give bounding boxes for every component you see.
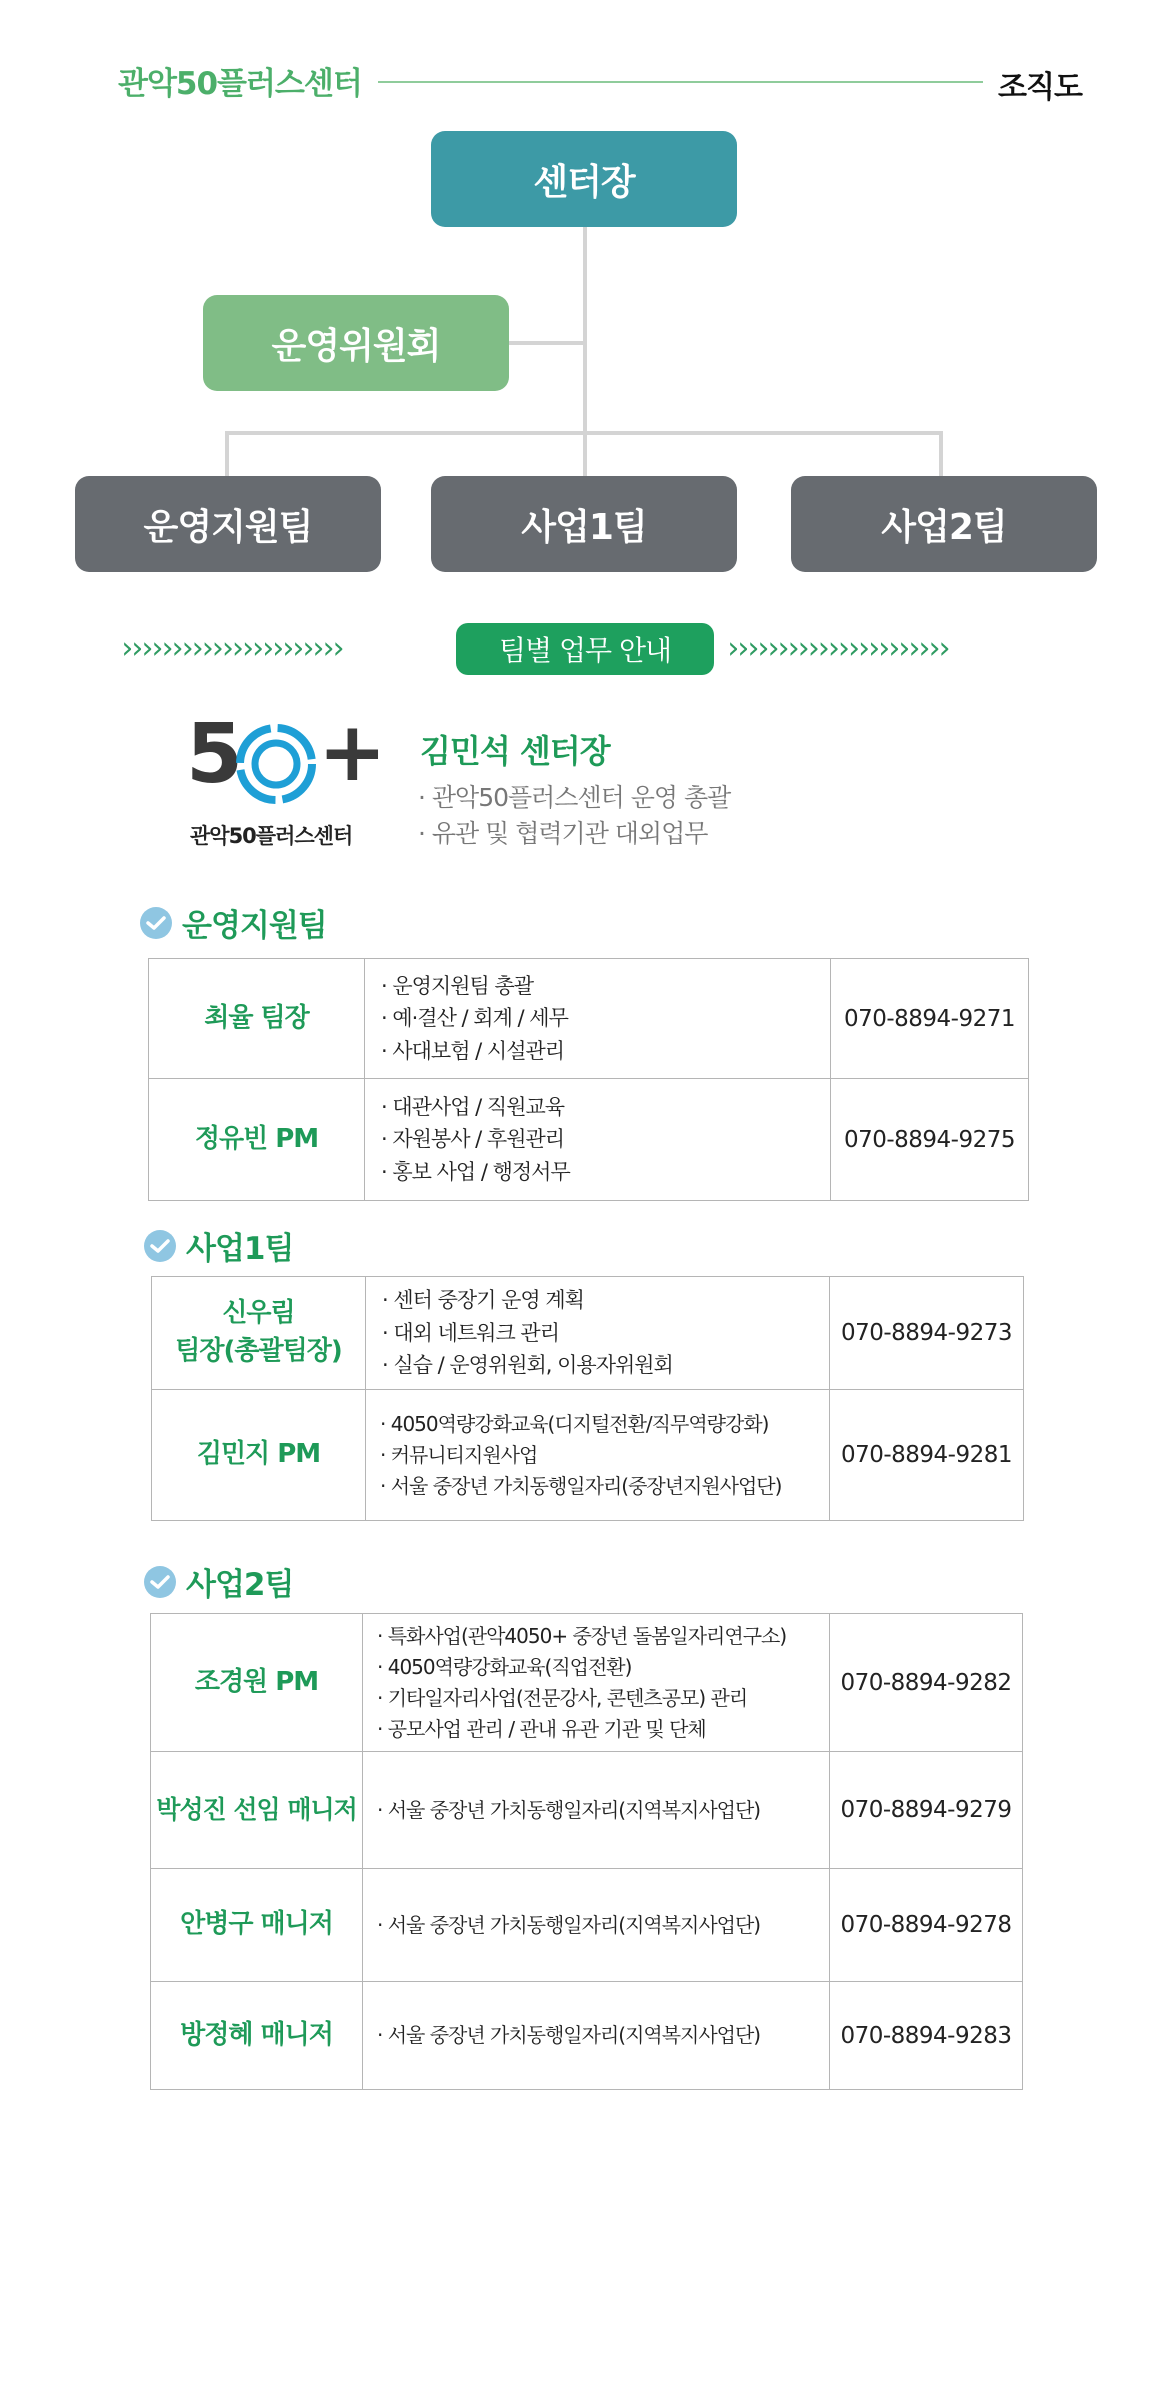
staff-phone: 070-8894-9273 — [830, 1277, 1024, 1390]
connector-committee — [509, 341, 585, 345]
business2-team-table — [150, 1613, 1023, 2090]
staff-name: 안병구 매니저 — [151, 1869, 363, 1982]
staff-phone: 070-8894-9275 — [831, 1079, 1029, 1201]
org-box-team-business1: 사업1팀 — [431, 476, 737, 572]
header-divider — [378, 81, 983, 83]
staff-duties: · 센터 중장기 운영 계획 · 대외 네트워크 관리 · 실습 / 운영위원회, 이용자위원회 — [366, 1277, 830, 1390]
table-row — [151, 1982, 1023, 2090]
staff-name: 방정혜 매니저 — [151, 1982, 363, 2090]
logo-plus: + — [318, 705, 387, 800]
table-row — [149, 959, 1029, 1079]
org-box-center-head: 센터장 — [431, 131, 737, 227]
director-name: 김민석 센터장 — [420, 732, 610, 770]
table-row — [149, 1079, 1029, 1201]
center-logo — [186, 705, 387, 810]
check-circle-icon — [144, 1230, 176, 1262]
staff-duties: · 운영지원팀 총괄 · 예·결산 / 회계 / 세무 · 사대보험 / 시설관리 — [365, 959, 831, 1079]
staff-name: 박성진 선임 매니저 — [151, 1752, 363, 1869]
section-heading-business1-team — [144, 1223, 293, 1268]
staff-name: 정유빈 PM — [149, 1079, 365, 1201]
staff-duties: · 특화사업(관악4050+ 중장년 돌봄일자리연구소) · 4050역량강화교육(직업전환) · 기타일자리사업(전문강사, 콘텐츠공모) 관리 · 공모사업 관리 / 관내 유관 기관 및 단체 — [363, 1614, 830, 1752]
org-box-team-business2: 사업2팀 — [791, 476, 1097, 572]
director-duty: · 관악50플러스센터 운영 총괄 — [418, 783, 731, 812]
section-banner: 팀별 업무 안내 — [456, 623, 714, 675]
section-title: 운영지원팀 — [182, 908, 327, 944]
logo-number: 5 — [186, 707, 244, 802]
support-team-table — [148, 958, 1029, 1201]
staff-duties: · 서울 중장년 가치동행일자리(지역복지사업단) — [363, 1869, 830, 1982]
page-title: 조직도 — [998, 70, 1082, 105]
table-row — [151, 1869, 1023, 1982]
business1-team-table — [151, 1276, 1024, 1521]
section-heading-support-team — [140, 900, 327, 945]
check-circle-icon — [140, 907, 172, 939]
chevron-row-left: ›››››››››››››››››››››› — [118, 631, 340, 666]
table-row — [151, 1752, 1023, 1869]
connector-team-left — [225, 431, 229, 476]
table-row — [152, 1277, 1024, 1390]
chevron-row-right: ›››››››››››››››››››››› — [724, 631, 946, 666]
staff-duties: · 서울 중장년 가치동행일자리(지역복지사업단) — [363, 1982, 830, 2090]
section-title: 사업1팀 — [186, 1231, 294, 1267]
logo-caption: 관악50플러스센터 — [190, 824, 353, 848]
table-row — [151, 1614, 1023, 1752]
staff-phone: 070-8894-9279 — [830, 1752, 1023, 1869]
staff-phone: 070-8894-9281 — [830, 1390, 1024, 1521]
connector-teams-horizontal — [225, 431, 943, 435]
staff-phone: 070-8894-9278 — [830, 1869, 1023, 1982]
director-duty: · 유관 및 협력기관 대외업무 — [418, 819, 708, 848]
connector-vertical-main — [583, 227, 587, 476]
check-circle-icon — [144, 1566, 176, 1598]
org-box-committee: 운영위원회 — [203, 295, 509, 391]
staff-name: 김민지 PM — [152, 1390, 366, 1521]
logo-ring-icon — [232, 720, 320, 808]
staff-name: 조경원 PM — [151, 1614, 363, 1752]
brand-name: 관악50플러스센터 — [118, 66, 362, 102]
staff-duties: · 4050역량강화교육(디지털전환/직무역량강화) · 커뮤니티지원사업 · 서울 중장년 가치동행일자리(중장년지원사업단) — [366, 1390, 830, 1521]
connector-team-right — [939, 431, 943, 476]
staff-name: 신우림 팀장(총괄팀장) — [152, 1277, 366, 1390]
section-heading-business2-team — [144, 1559, 293, 1604]
staff-phone: 070-8894-9271 — [831, 959, 1029, 1079]
staff-duties: · 서울 중장년 가치동행일자리(지역복지사업단) — [363, 1752, 830, 1869]
section-title: 사업2팀 — [186, 1567, 294, 1603]
staff-duties: · 대관사업 / 직원교육 · 자원봉사 / 후원관리 · 홍보 사업 / 행정서무 — [365, 1079, 831, 1201]
org-box-team-support: 운영지원팀 — [75, 476, 381, 572]
staff-phone: 070-8894-9282 — [830, 1614, 1023, 1752]
staff-name: 최율 팀장 — [149, 959, 365, 1079]
table-row — [152, 1390, 1024, 1521]
staff-phone: 070-8894-9283 — [830, 1982, 1023, 2090]
